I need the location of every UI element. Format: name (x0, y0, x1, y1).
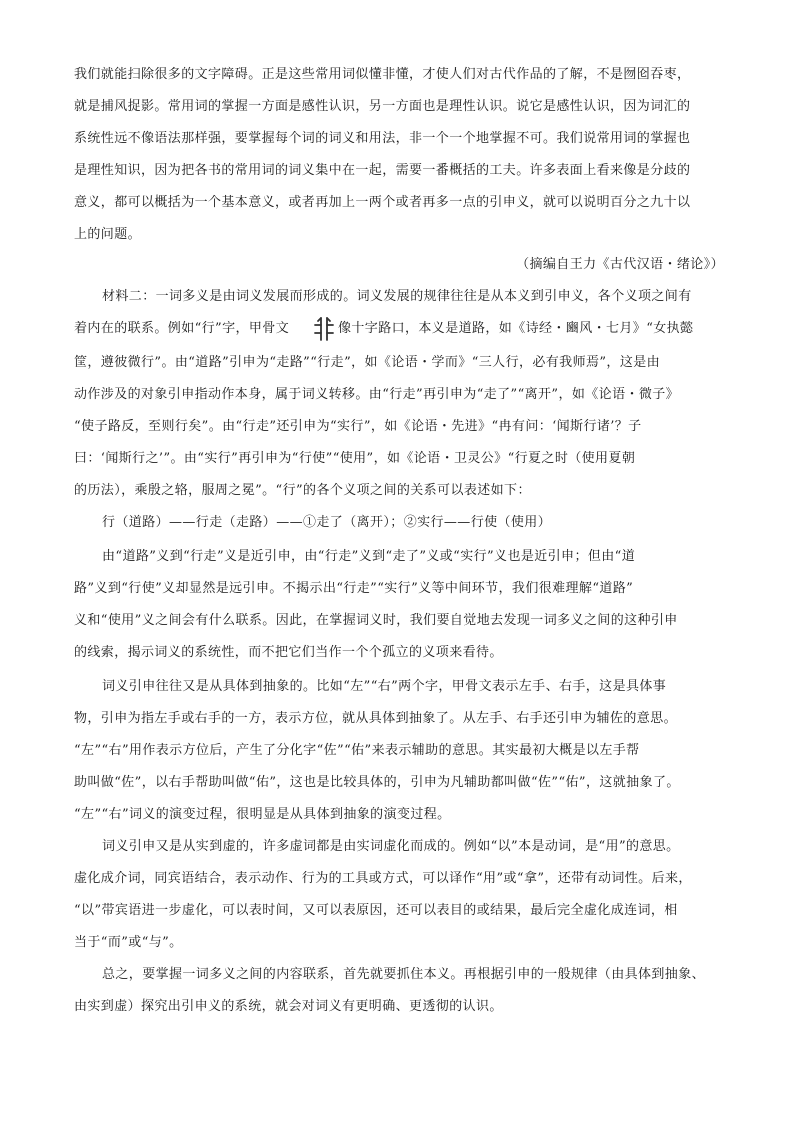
paragraph-line: 助叫做“佐”，以右手帮助叫做“佑”，这也是比较具体的，引申为凡辅助都叫做“佐”“佑”，这就抽象了。 (74, 775, 680, 790)
paragraph-line: 义和“使用”义之间会有什么联系。因此，在掌握词义时，我们要自觉地去发现一词多义之间的这种引申 (74, 613, 678, 628)
text-line: 就是捕风捉影。常用词的掌握一方面是感性认识，另一方面也是理性认识。说它是感性认识，因为词汇的 (74, 99, 691, 114)
material-two-line: 像十字路口，本义是道路，如《诗经・豳风・七月》“女执懿 (338, 321, 694, 336)
paragraph-line: “以”带宾语进一步虚化，可以表时间，又可以表原因，还可以表目的或结果，最后完全虚化成连词，相 (74, 903, 678, 918)
meaning-chain-line: 行（道路）——行走（走路）——①走了（离开）；②实行——行使（使用） (102, 515, 552, 530)
paragraph-line: “左”“右”词义的演变过程，很明显是从具体到抽象的演变过程。 (74, 807, 451, 822)
material-two-line: 材料二：一词多义是由词义发展而形成的。词义发展的规律往往是从本义到引申义，各个义项之间有 (102, 289, 692, 304)
paragraph-line: 由实到虚）探究出引申义的系统，就会对词义有更明确、更透彻的认识。 (74, 999, 503, 1014)
text-line: 上的问题。 (74, 227, 142, 242)
material-two-line: 的历法），乘殷之辂，服周之冕”。“行”的各个义项之间的关系可以表述如下： (74, 483, 531, 498)
paragraph-line: 路”义到“行使”义却显然是远引申。不揭示出“行走”“实行”义等中间环节，我们很难理解“道路” (74, 581, 634, 596)
text-line: 我们就能扫除很多的文字障碍。正是这些常用词似懂非懂，才使人们对古代作品的了解，不是囫囵吞枣， (74, 67, 691, 82)
text-line: 是理性知识，因为把各书的常用词的词义集中在一起，需要一番概括的工夫。许多表面上看来像是分歧的 (74, 163, 691, 178)
paragraph-line: 由“道路”义到“行走”义是近引申，由“行走”义到“走了”义或“实行”义也是近引申；但由“道 (102, 549, 636, 564)
paragraph-line: 虚化成介词，同宾语结合，表示动作、行为的工具或方式，可以译作“用”或“拿”，还带有动词性。后来， (74, 871, 692, 886)
material-two-line: 曰：‘闻斯行之’”。由“实行”再引申为“行使”“使用”，如《论语・卫灵公》“行夏之时（使用夏朝 (74, 451, 636, 466)
paragraph-line: 词义引申又是从实到虚的，许多虚词都是由实词虚化而成的。例如“以”本是动词，是“用”的意思。 (102, 839, 680, 854)
paragraph-line: 的线索，揭示词义的系统性，而不把它们当作一个个孤立的义项来看待。 (74, 645, 503, 660)
paragraph-line: 词义引申往往又是从具体到抽象的。比如“左”“右”两个字，甲骨文表示左手、右手，这是具体事 (102, 679, 667, 694)
material-two-line: 动作涉及的对象引申指动作本身，属于词义转移。由“行走”再引申为“走了”“离开”，如《论语・微子》 (74, 387, 680, 402)
paragraph-line: “左”“右”用作表示方位后，产生了分化字“佐”“佑”来表示辅助的意思。其实最初大概是以左手帮 (74, 743, 640, 758)
paragraph-line: 物，引申为指左手或右手的一方，表示方位，就从具体到抽象了。从左手、右手还引申为辅佐的意思。 (74, 711, 678, 726)
paragraph-line: 当于“而”或“与”。 (74, 935, 183, 950)
oracle-bone-xing-glyph-icon (313, 316, 335, 342)
source-citation: （摘编自王力《古代汉语・绪论》） (516, 257, 724, 272)
text-line: 意义，都可以概括为一个基本意义，或者再加上一两个或者再多一点的引申义，就可以说明百分之九十以 (74, 195, 691, 210)
material-two-line: “使子路反，至则行矣”。由“行走”还引申为“实行”，如《论语・先进》“冉有问：‘闻斯行诸’？子 (74, 419, 642, 434)
paragraph-line: 总之，要掌握一词多义之间的内容联系，首先就要抓住本义。再根据引申的一般规律（由具体到抽象、 (102, 967, 706, 982)
material-two-line: 着内在的联系。例如“行”字，甲骨文 (74, 321, 290, 336)
material-two-line: 筐，遵彼微行”。由“道路”引申为“走路”“行走”，如《论语・学而》“三人行，必有我师焉”，这是由 (74, 355, 661, 370)
text-line: 系统性远不像语法那样强，要掌握每个词的词义和用法，非一个一个地掌握不可。我们说常用词的掌握也 (74, 131, 691, 146)
